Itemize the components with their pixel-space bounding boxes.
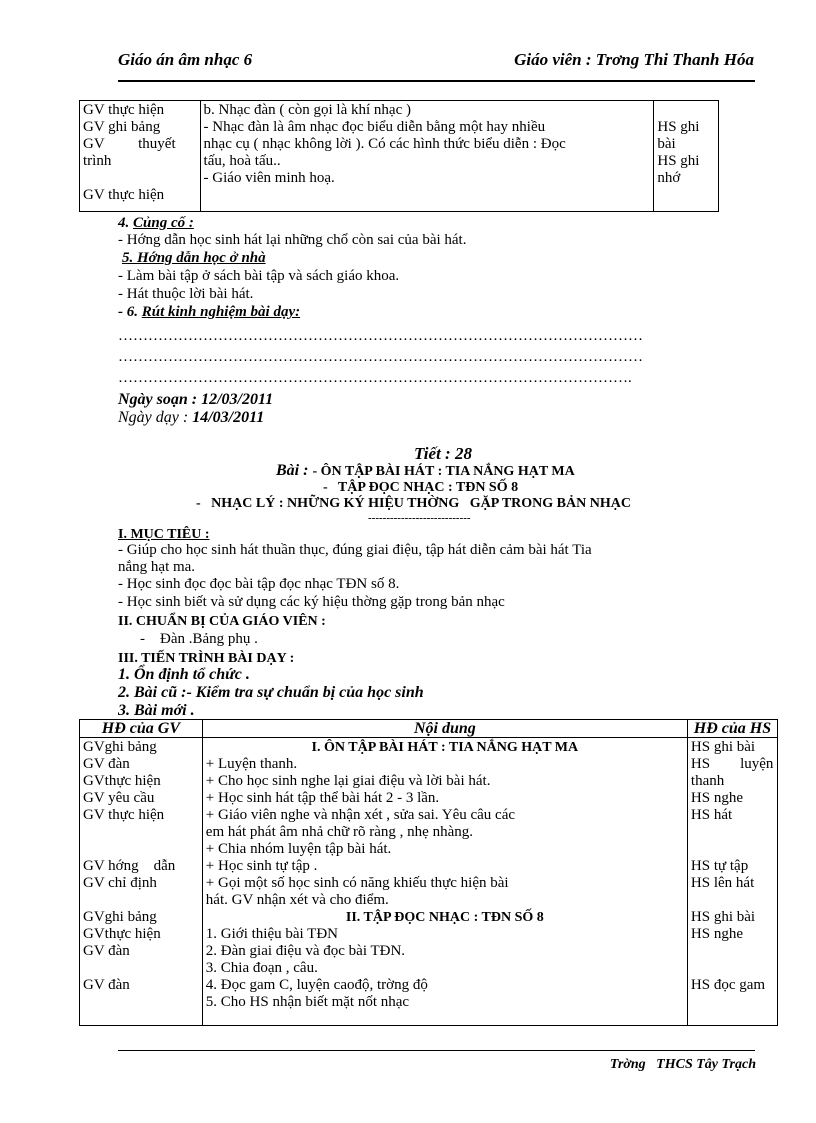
gv-cell: GV đàn xyxy=(83,756,130,772)
hs-column xyxy=(654,101,719,212)
content-line: + Giáo viên nghe và nhận xét , sửa sai. Yêu câu các xyxy=(205,807,516,823)
lesson-period: Tiết : 28 xyxy=(414,444,472,463)
gv-cell: GV đàn xyxy=(83,977,130,993)
notes-dotted-line-1: …………………………………………………………………………………………… xyxy=(118,328,643,344)
lesson-title-row xyxy=(276,462,575,480)
hs-cell: HS hát xyxy=(690,807,733,823)
gv-cell xyxy=(83,960,199,977)
gv-column-2 xyxy=(80,738,203,1026)
section-5-line-1: - Làm bài tập ở sách bài tập và sách giáo khoa. xyxy=(118,268,400,284)
hs-cell: HS ghi bài xyxy=(657,119,700,152)
hs-cell: thanh xyxy=(690,773,725,789)
header-content: Nội dung xyxy=(202,720,687,738)
content-line: 1. Giới thiệu bài TĐN xyxy=(205,926,339,942)
section-4-number: 4. xyxy=(118,215,130,231)
content-line: - Nhạc đàn là âm nhạc đọc biểu diễn bằng một hay nhiều xyxy=(203,119,546,135)
gv-cell: GV thực hiện xyxy=(83,187,165,203)
footer-school: Trờng THCS Tây Trạch xyxy=(609,1057,756,1072)
content-line: b. Nhạc đàn ( còn gọi là khí nhạc ) xyxy=(203,102,411,118)
gv-cell: GV hớng dẫn xyxy=(83,858,176,874)
lesson-label: Bài : xyxy=(276,462,313,479)
content-line: em hát phát âm nhả chữ rõ ràng , nhẹ nhàng. xyxy=(205,824,473,840)
hs-cell: HS nghe xyxy=(690,790,743,806)
hs-cell: HS tự tập xyxy=(690,858,749,874)
objectives-line-1: - Giúp cho học sinh hát thuần thục, đúng giai điệu, tập hát diễn cảm bài hát Tia xyxy=(118,542,592,558)
header-divider xyxy=(118,80,755,82)
gv-cell: GV thực hiện xyxy=(83,807,165,823)
content-line: 5. Cho HS nhận biết mặt nốt nhạc xyxy=(205,994,410,1010)
section-heading: II. TẬP ĐỌC NHẠC : TĐN SỐ 8 xyxy=(345,910,544,925)
gv-cell xyxy=(83,170,197,187)
gv-column xyxy=(80,101,201,212)
process-step-1: 1. Ổn định tổ chức . xyxy=(118,666,250,683)
teach-date-value: 14/03/2011 xyxy=(192,409,265,426)
content-line: + Gọi một số học sinh có năng khiếu thực hiện bài xyxy=(205,875,509,891)
objectives-line-2: nắng hạt ma. xyxy=(118,559,196,575)
process-step-2: 2. Bài cũ :- Kiểm tra sự chuẩn bị của học sinh xyxy=(118,684,424,701)
lesson-divider: ---------------------------- xyxy=(368,512,471,524)
hs-cell: HS ghi bài xyxy=(690,739,756,755)
preparation-title: II. CHUẨN BỊ CỦA GIÁO VIÊN : xyxy=(118,614,326,629)
lesson-item-3: - NHẠC LÝ : NHỮNG KÝ HIỆU THỜNG GẶP TRONG BẢN NHẠC xyxy=(196,496,631,511)
hs-cell xyxy=(691,892,774,909)
lesson-item-1: - ÔN TẬP BÀI HÁT : TIA NẮNG HẠT MA xyxy=(312,464,575,479)
gv-cell: trình xyxy=(83,153,112,169)
hs-cell: HS ghi nhớ xyxy=(657,153,700,186)
hs-cell: HS đọc gam xyxy=(690,977,766,993)
content-line: + Học sinh hát tập thể bài hát 2 - 3 lần. xyxy=(205,790,440,806)
gv-cell: GVghi bảng xyxy=(83,909,157,925)
gv-cell: GVthực hiện xyxy=(83,773,161,789)
hs-column-2 xyxy=(687,738,777,1026)
gv-cell xyxy=(83,824,199,858)
objectives-line-3: - Học sinh đọc đọc bài tập đọc nhạc TĐN số 8. xyxy=(118,576,400,592)
activity-table-1 xyxy=(79,100,719,212)
teach-date-label: Ngày dạy : xyxy=(118,409,193,426)
activity-table-2 xyxy=(79,719,778,1026)
preparation-line: - Đàn .Bảng phụ . xyxy=(140,631,258,647)
content-column-2 xyxy=(202,738,687,1026)
content-line: + Luyện thanh. xyxy=(205,756,298,772)
header-right: Giáo viên : Trơng Thi Thanh Hóa xyxy=(514,50,754,69)
section-6-prefix: - 6. xyxy=(118,304,138,320)
hs-cell: HS ghi bài xyxy=(690,909,756,925)
content-line: + Học sinh tự tập . xyxy=(205,858,318,874)
section-6-title xyxy=(118,304,300,321)
content-line: 2. Đàn giai điệu và đọc bài TĐN. xyxy=(205,943,406,959)
gv-cell: GV ghi bảng xyxy=(83,119,161,135)
section-5-line-2: - Hát thuộc lời bài hát. xyxy=(118,286,254,302)
section-4-line: - Hớng dẫn học sinh hát lại những chổ còn sai của bài hát. xyxy=(118,232,467,248)
objectives-title: I. MỤC TIÊU : xyxy=(118,527,210,542)
header-left: Giáo án âm nhạc 6 xyxy=(118,50,253,69)
section-heading: I. ÔN TẬP BÀI HÁT : TIA NẮNG HẠT MA xyxy=(311,740,579,755)
content-line: + Chia nhóm luyện tập bài hát. xyxy=(205,841,392,857)
content-line: - Giáo viên minh hoạ. xyxy=(203,170,335,186)
content-line: 3. Chia đoạn , câu. xyxy=(205,960,318,976)
header-gv: HĐ của GV xyxy=(80,720,203,738)
lesson-item-2: - TẬP ĐỌC NHẠC : TĐN SỐ 8 xyxy=(323,480,519,495)
objectives-line-4: - Học sinh biết và sử dụng các ký hiệu thờng gặp trong bản nhạc xyxy=(118,594,505,610)
hs-cell xyxy=(691,824,774,858)
section-4-title xyxy=(118,215,194,232)
hs-cell: HS luyện xyxy=(690,756,774,772)
gv-cell: GVghi bảng xyxy=(83,739,157,755)
content-line: 4. Đọc gam C, luyện caođộ, trờng độ xyxy=(205,977,428,993)
content-line: nhạc cụ ( nhạc không lời ). Có các hình thức biểu diễn : Đọc xyxy=(203,136,566,152)
hs-cell xyxy=(691,943,774,977)
header-hs: HĐ của HS xyxy=(687,720,777,738)
process-step-3: 3. Bài mới . xyxy=(118,702,195,719)
gv-cell: GVthực hiện xyxy=(83,926,161,942)
content-line: tấu, hoà tấu.. xyxy=(203,153,281,169)
section-4-heading: Củng cố : xyxy=(133,215,194,231)
footer-divider xyxy=(118,1050,755,1051)
hs-cell xyxy=(657,102,715,119)
gv-cell: GV đàn xyxy=(83,943,130,959)
section-5-title: 5. Hớng dẫn học ở nhà xyxy=(122,250,266,266)
content-column xyxy=(200,101,654,212)
gv-cell: GV thực hiện xyxy=(83,102,165,118)
notes-dotted-line-2: …………………………………………………………………………………………… xyxy=(118,349,643,365)
gv-cell xyxy=(83,892,199,909)
gv-cell: GV thuyết xyxy=(83,136,176,152)
prep-date: Ngày soạn : 12/03/2011 xyxy=(118,391,274,408)
process-title: III. TIẾN TRÌNH BÀI DẠY : xyxy=(118,651,295,666)
section-6-heading: Rút kinh nghiệm bài dạy: xyxy=(141,304,301,320)
hs-cell: HS nghe xyxy=(690,926,743,942)
notes-dotted-line-3: …………………………………………………………………………………………. xyxy=(118,370,632,386)
content-line: hát. GV nhận xét và cho điểm. xyxy=(205,892,389,908)
content-line: + Cho học sinh nghe lại giai điệu và lời bài hát. xyxy=(205,773,491,789)
gv-cell: GV chỉ định xyxy=(83,875,157,891)
teach-date xyxy=(118,409,264,426)
hs-cell: HS lên hát xyxy=(690,875,755,891)
gv-cell: GV yêu cầu xyxy=(83,790,155,806)
